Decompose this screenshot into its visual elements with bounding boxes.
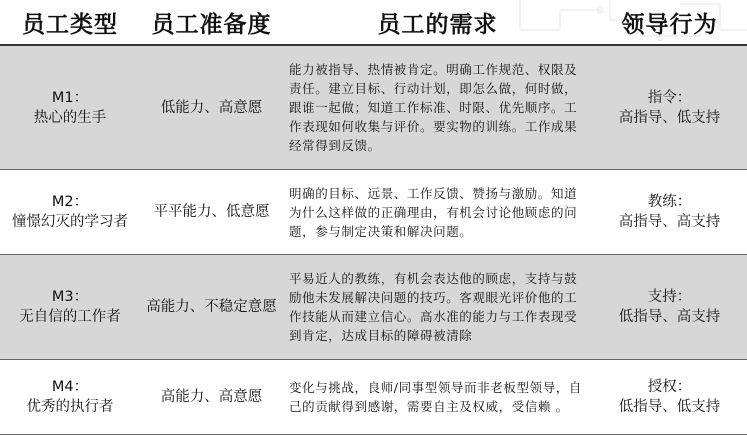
readiness-cell: 平平能力、低意愿 [140,170,283,255]
table-row [0,255,747,360]
leadership-mode: 指令： [647,89,692,106]
leadership-mode: 支持： [647,289,692,305]
needs-cell: 变化与挑战，良师/同事型领导而非老板型领导，自己的贡献得到感谢，需要自主及权威，受信赖 。 [283,360,592,435]
header-employee-type: 员工类型 [0,0,140,45]
leadership-mode: 授权： [647,379,692,395]
leadership-style: 高指导、高支持 [618,214,721,230]
type-name: 憧憬幻灭的学习者 [12,214,128,230]
readiness-cell: 高能力、不稳定意愿 [140,255,283,360]
leadership-style: 低指导、低支持 [618,399,721,415]
leadership-style: 低指导、高支持 [618,309,721,325]
needs-cell: 平易近人的教练，有机会表达他的顾虑，支持与鼓励他未发展解决问题的技巧。客观眼光评价他的工作技能从而建立信心。高水准的能力与工作表现受到肯定，达成目标的障碍被清除 [283,255,592,360]
header-leadership: 领导行为 [592,0,747,45]
employee-type-cell [0,255,140,360]
needs-cell: 明确的目标、远景、工作反馈、赞扬与激励。知道为什么这样做的正确理由，有机会讨论他顾虑的问题，参与制定决策和解决问题。 [283,170,592,255]
type-code: M2： [51,194,89,210]
type-name: 热心的生手 [33,109,107,126]
employee-type-cell [0,170,140,255]
table-row [0,45,747,170]
type-code: M1： [51,89,89,106]
type-name: 无自信的工作者 [19,309,121,325]
employee-type-cell [0,360,140,435]
type-name: 优秀的执行者 [26,399,114,415]
readiness-cell: 低能力、高意愿 [140,45,283,170]
leadership-cell [592,170,747,255]
type-code: M3： [51,289,89,305]
leadership-mode: 教练： [647,194,692,210]
leadership-cell [592,360,747,435]
leadership-style: 高指导、低支持 [618,109,721,126]
type-code: M4： [51,379,89,395]
leadership-cell [592,45,747,170]
table-row [0,360,747,435]
header-needs: 员工的需求 [283,0,592,45]
header-row [0,0,747,45]
readiness-cell: 高能力、高意愿 [140,360,283,435]
table-row [0,170,747,255]
employee-type-cell [0,45,140,170]
needs-cell: 能力被指导、热情被肯定。明确工作规范、权限及责任。建立目标、行动计划，即怎么做，何时做，跟谁一起做；知道工作标准、时限、优先顺序。工作表现如何收集与评价。要实物的训练。工作成果经常得到反馈。 [283,45,592,170]
header-readiness: 员工准备度 [140,0,283,45]
leadership-cell [592,255,747,360]
